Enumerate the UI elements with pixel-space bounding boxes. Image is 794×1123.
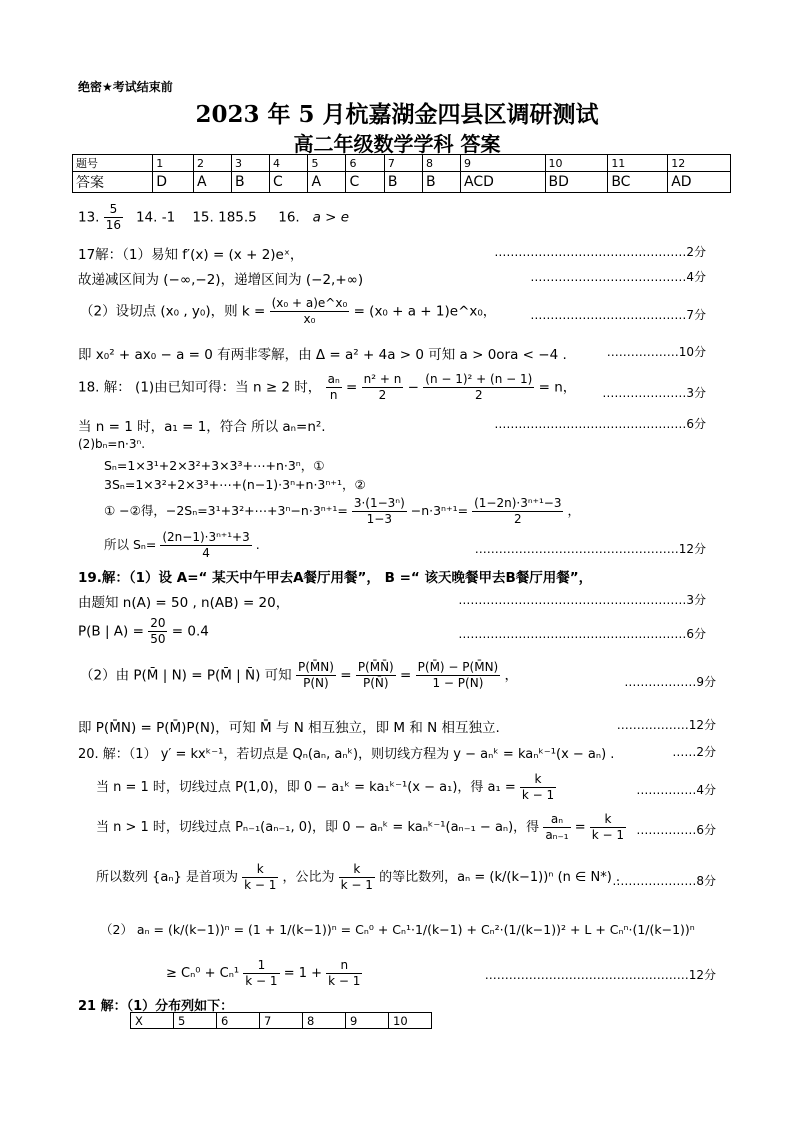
fraction <box>148 616 167 647</box>
denominator: k − 1 <box>521 788 555 802</box>
q16-answer: a > e <box>312 209 350 226</box>
score-mark: …………………………………………………6分 <box>458 627 706 641</box>
score-mark: ……………………………………………12分 <box>484 968 716 982</box>
q17-line1: 17解：（1）易知 f′(x) = (x + 2)eˣ， <box>78 247 304 263</box>
answer-table-header: 题号 <box>73 155 153 172</box>
numerator: (1−2n)·3ⁿ⁺¹−3 <box>474 496 562 510</box>
answer-cell: A <box>308 172 346 193</box>
q18-text: 所以 Sₙ= <box>104 537 157 552</box>
denominator: 1−3 <box>366 512 392 526</box>
q19-text: P(B | A) = <box>78 623 144 640</box>
q19-text: = <box>400 667 412 684</box>
fraction <box>270 296 350 327</box>
answer-cell: ACD <box>461 172 546 193</box>
q18-text: . <box>255 537 260 552</box>
denominator: 1 − P(N) <box>432 676 484 690</box>
numerator: P(M̄) − P(M̄N) <box>417 660 499 674</box>
q17-line3-text: = (x₀ + a + 1)e^x₀， <box>353 303 497 320</box>
denominator: k − 1 <box>328 974 361 988</box>
score-mark: ………………12分 <box>616 718 716 732</box>
numerator: 3·(1−3ⁿ) <box>353 496 405 510</box>
answer-cell: BD <box>545 172 608 193</box>
denominator: 2 <box>474 388 483 402</box>
answer-cell: C <box>270 172 308 193</box>
dist-cell: 10 <box>389 1013 432 1029</box>
numerator: k <box>520 772 556 788</box>
q19-text: （2）由 P(M̄ | N) = P(M̄ | N̄) 可知 <box>80 667 292 684</box>
q20-text: 当 n > 1 时，切线过点 Pₙ₋₁(aₙ₋₁, 0)，即 0 − aₙᵏ = kaₙᵏ⁻¹(aₙ₋₁ − aₙ)，得 <box>96 820 540 835</box>
denominator: P(N̄) <box>362 676 389 690</box>
fraction <box>472 496 563 527</box>
answer-cell: C <box>346 172 384 193</box>
exam-title: 2023 年 5 月杭嘉湖金四县区调研测试 <box>195 101 599 128</box>
denominator: 4 <box>202 546 210 560</box>
numerator: n² + n <box>363 372 402 386</box>
answer-cell: B <box>384 172 422 193</box>
denominator: x₀ <box>303 312 316 326</box>
answer-cell: A <box>193 172 231 193</box>
q18-line3: (2)bₙ=n·3ⁿ. <box>78 437 146 451</box>
answer-cell: D <box>153 172 194 193</box>
score-mark: ……………4分 <box>636 783 716 797</box>
dist-cell: 8 <box>303 1013 346 1029</box>
q17-line3 <box>80 296 496 327</box>
numerator: (x₀ + a)e^x₀ <box>271 296 348 310</box>
q18-line4: Sₙ=1×3¹+2×3²+3×3³+⋯+n·3ⁿ，① <box>104 458 325 473</box>
numerator: P(M̄N) <box>297 660 334 674</box>
q18-line5: 3Sₙ=1×3²+2×3³+⋯+(n−1)·3ⁿ+n·3ⁿ⁺¹，② <box>104 477 366 492</box>
q18-text: − <box>407 379 419 396</box>
score-mark: …………………………………………2分 <box>494 245 706 259</box>
fraction <box>326 372 342 403</box>
q18-line7 <box>104 530 260 561</box>
denominator: 16 <box>105 218 122 232</box>
question-number: 10 <box>545 155 608 172</box>
answer-cell: AD <box>668 172 731 193</box>
q18-text: −n·3ⁿ⁺¹= <box>410 503 469 518</box>
q20-text: 当 n = 1 时，切线过点 P(1,0)，即 0 − a₁ᵏ = ka₁ᵏ⁻¹(x − a₁)，得 a₁ = <box>96 780 516 795</box>
numerator: P(M̄N̄) <box>357 660 394 674</box>
numerator: n <box>326 958 362 974</box>
q20-text: = <box>574 820 586 835</box>
q20-text: ≥ Cₙ⁰ + Cₙ¹ <box>166 966 240 981</box>
question-number: 6 <box>346 155 384 172</box>
q18-text: 18. 解： (1)由已知可得：当 n ≥ 2 时， <box>78 379 322 396</box>
denominator: k − 1 <box>340 878 373 892</box>
dist-cell: 7 <box>260 1013 303 1029</box>
q13-fraction <box>104 202 123 233</box>
denominator: k − 1 <box>591 828 625 842</box>
question-number: 8 <box>422 155 460 172</box>
score-mark: …………………3分 <box>602 386 706 400</box>
fraction <box>356 660 396 691</box>
numerator: aₙ <box>327 372 340 386</box>
q20-text: ，公比为 <box>282 870 335 885</box>
question-number: 1 <box>153 155 194 172</box>
fraction <box>339 862 375 893</box>
q19-line1: 19.解：（1）设 A=“ 某天中午甲去A餐厅用餐”， B =“ 该天晚餐甲去B餐厅用餐”， <box>78 570 593 586</box>
q20-text: 所以数列 {aₙ} 是首项为 <box>96 870 238 885</box>
fraction <box>520 772 556 803</box>
q17-line3-text: （2）设切点 (x₀ , y₀)，则 k = <box>80 303 266 320</box>
q17-line2: 故递减区间为 (−∞,−2)，递增区间为 (−2,+∞) <box>78 272 364 288</box>
dist-cell: 5 <box>174 1013 217 1029</box>
denominator: n <box>329 388 338 402</box>
secret-label: 绝密★考试结束前 <box>78 80 173 94</box>
q18-text: = n， <box>538 379 577 396</box>
fraction <box>160 530 251 561</box>
q19-line4 <box>80 660 518 691</box>
fraction <box>243 958 279 989</box>
q19-text: = <box>340 667 352 684</box>
q20-line4 <box>96 862 620 893</box>
numerator: 20 <box>150 616 166 630</box>
score-mark: ………………9分 <box>624 675 716 689</box>
q13-label: 13. <box>78 209 100 226</box>
q14-answer: 14. -1 <box>135 209 176 226</box>
q15-answer: 15. 185.5 <box>192 209 257 226</box>
dist-cell: X <box>131 1013 174 1029</box>
answer-cell: B <box>422 172 460 193</box>
q20-line2 <box>96 772 556 803</box>
score-mark: …………………………………4分 <box>530 270 706 284</box>
q18-line6 <box>104 496 580 527</box>
q20-line1: 20. 解：（1） y′ = kxᵏ⁻¹，若切点是 Qₙ(aₙ, aₙᵏ)，则切线方程为 y − aₙᵏ = kaₙᵏ⁻¹(x − aₙ) . <box>78 747 615 762</box>
dist-cell: 9 <box>346 1013 389 1029</box>
denominator: k − 1 <box>245 974 278 988</box>
question-number: 5 <box>308 155 346 172</box>
question-number: 3 <box>231 155 269 172</box>
q19-line3 <box>78 616 209 647</box>
denominator: k − 1 <box>244 878 277 892</box>
fraction <box>416 660 501 691</box>
score-mark: …………………………………………………3分 <box>458 593 706 607</box>
fraction <box>543 812 570 843</box>
score-mark: ……………………………………………12分 <box>474 542 706 556</box>
score-mark: ………………10分 <box>606 345 706 359</box>
q18-text: = <box>346 379 358 396</box>
q20-text: 的等比数列，aₙ = (k/(k−1))ⁿ (n ∈ N*) . <box>379 870 621 885</box>
score-mark: ……2分 <box>672 745 716 759</box>
q21-line1: 21 解：（1）分布列如下： <box>78 999 234 1014</box>
q19-line5: 即 P(M̄N) = P(M̄)P(N)，可知 M̄ 与 N 相互独立，即 M 和 N 相互独立. <box>78 720 500 736</box>
numerator: k <box>339 862 375 878</box>
fraction <box>242 862 278 893</box>
denominator: P(N) <box>303 676 329 690</box>
q17-line4: 即 x₀² + ax₀ − a = 0 有两非零解，由 Δ = a² + 4a > 0 可知 a > 0ora < −4 . <box>78 347 567 363</box>
fraction <box>423 372 534 403</box>
dist-cell: 6 <box>217 1013 260 1029</box>
q20-text: = 1 + <box>283 966 323 981</box>
exam-subtitle: 高二年级数学学科 答案 <box>293 132 501 156</box>
question-number: 9 <box>461 155 546 172</box>
denominator: aₙ₋₁ <box>545 828 569 842</box>
numerator: aₙ <box>543 812 570 828</box>
q19-text: ， <box>504 667 519 684</box>
answer-cell: BC <box>608 172 668 193</box>
q19-text: = 0.4 <box>171 623 209 640</box>
score-mark: …………………8分 <box>612 874 716 888</box>
score-mark: ……………6分 <box>636 823 716 837</box>
q19-line2: 由题知 n(A) = 50 , n(AB) = 20， <box>78 595 290 611</box>
score-mark: …………………………………………6分 <box>494 417 706 431</box>
numerator: k <box>590 812 626 828</box>
q20-line5: （2） aₙ = (k/(k−1))ⁿ = (1 + 1/(k−1))ⁿ = Cₙ⁰ + Cₙ¹·1/(k−1) + Cₙ²·(1/(k−1))² + L + Cₙⁿ·(1/(k−1))ⁿ <box>100 922 695 937</box>
q20-line3 <box>96 812 626 843</box>
denominator: 2 <box>378 388 387 402</box>
question-number: 11 <box>608 155 668 172</box>
q18-line2: 当 n = 1 时，a₁ = 1，符合 所以 aₙ=n². <box>78 419 326 435</box>
question-number: 4 <box>270 155 308 172</box>
question-number: 2 <box>193 155 231 172</box>
q18-text: ① −②得，−2Sₙ=3¹+3²+⋯+3ⁿ−n·3ⁿ⁺¹= <box>104 503 348 518</box>
q18-text: ， <box>567 503 580 518</box>
denominator: 2 <box>513 512 522 526</box>
answer-table-header: 答案 <box>73 172 153 193</box>
numerator: (2n−1)·3ⁿ⁺¹+3 <box>162 530 250 544</box>
question-number: 7 <box>384 155 422 172</box>
numerator: 1 <box>243 958 279 974</box>
denominator: 50 <box>150 632 166 646</box>
score-mark: …………………………………7分 <box>530 308 706 322</box>
fill-in-answers <box>78 202 349 233</box>
fraction <box>296 660 336 691</box>
question-number: 12 <box>668 155 731 172</box>
fraction <box>352 496 407 527</box>
numerator: 5 <box>104 202 123 218</box>
fraction <box>362 372 404 403</box>
answer-table <box>72 154 731 193</box>
distribution-table <box>130 1012 432 1029</box>
q18-line1 <box>78 372 576 403</box>
q16-label: 16. <box>278 209 300 226</box>
answer-cell: B <box>231 172 269 193</box>
numerator: k <box>242 862 278 878</box>
numerator: (n − 1)² + (n − 1) <box>425 372 533 386</box>
